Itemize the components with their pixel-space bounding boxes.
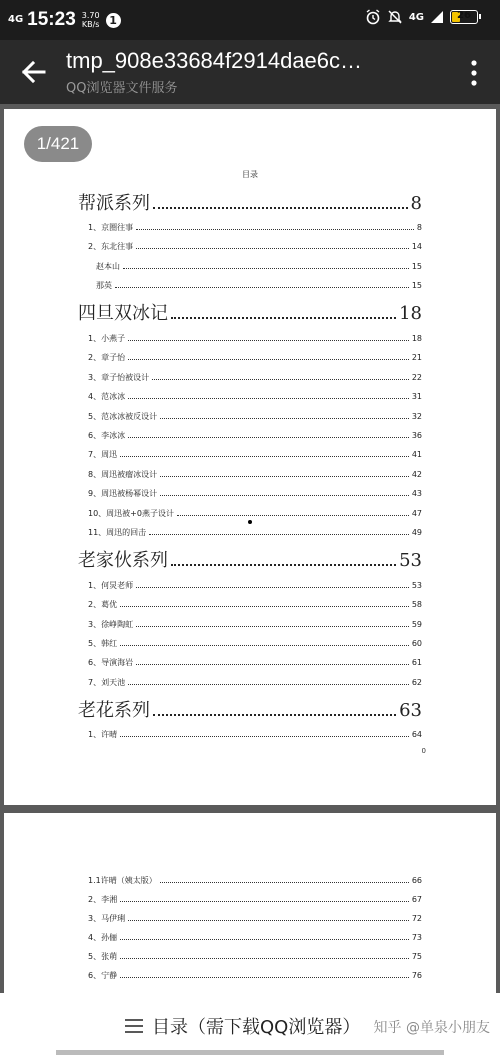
toc-leader-dots (177, 515, 409, 516)
toc-leader-dots (171, 564, 396, 566)
toc-section-entry[interactable] (78, 696, 422, 722)
toc-entry-label: 2、章子怡 (88, 353, 126, 362)
toc-entry[interactable] (88, 619, 422, 630)
toc-entry-label: 那英 (96, 281, 112, 290)
toc-leader-dots (136, 248, 409, 249)
toc-leader-dots (120, 736, 409, 737)
toc-entry[interactable] (88, 488, 422, 499)
toc-leader-dots (160, 495, 409, 496)
toc-entry-label: 7、周迅 (88, 450, 118, 459)
toc-button-label: 目录（需下载QQ浏览器） (152, 1017, 361, 1038)
back-arrow-icon[interactable] (16, 54, 52, 90)
toc-leader-dots (120, 939, 409, 940)
toc-entry-label: 赵本山 (96, 262, 120, 271)
toc-entry-label: 1、许晴 (88, 730, 118, 739)
toc-entry-label: 1、京圈往事 (88, 223, 134, 232)
toc-entry-label: 11、周迅的回击 (88, 528, 147, 537)
toc-entry[interactable] (88, 241, 422, 252)
toc-entry-label: 4、范冰冰 (88, 392, 126, 401)
toc-entry[interactable] (88, 372, 422, 383)
mute-icon (387, 9, 403, 25)
toc-entry-page: 53 (411, 581, 422, 590)
toc-entry-label: 5、张萌 (88, 952, 118, 961)
toc-entry-label: 老花系列 (78, 700, 150, 721)
file-title: tmp_908e33684f2914dae6c… (66, 48, 363, 73)
app-bar (0, 40, 500, 104)
toc-entry-label: 2、李湘 (88, 895, 118, 904)
toc-heading: 目录 (242, 170, 258, 179)
toc-leader-dots (153, 714, 396, 716)
toc-entry-page: 18 (411, 334, 422, 343)
toc-entry[interactable] (88, 527, 422, 538)
toc-entry-page: 64 (411, 730, 422, 739)
toc-entry-label: 2、东北往事 (88, 242, 134, 251)
toc-entry-label: 6、导演海岩 (88, 658, 134, 667)
toc-leader-dots (149, 534, 409, 535)
toc-leader-dots (120, 958, 409, 959)
toc-entry[interactable] (96, 280, 422, 291)
toc-entry-label: 四旦双冰记 (78, 303, 168, 324)
toc-entry-page: 75 (411, 952, 422, 961)
network-speed-value: 3.70 (81, 11, 100, 20)
toc-leader-dots (160, 476, 409, 477)
toc-entry-label: 帮派系列 (78, 193, 150, 214)
toc-entry[interactable] (88, 333, 422, 344)
battery-level: 26 (457, 10, 471, 21)
toc-entry-page: 66 (411, 876, 422, 885)
toc-leader-dots (120, 645, 409, 646)
toc-entry-page: 67 (411, 895, 422, 904)
toc-leader-dots (115, 287, 409, 288)
toc-entry[interactable] (96, 261, 422, 272)
toc-entry-page: 49 (411, 528, 422, 537)
alarm-icon (365, 9, 381, 25)
toc-leader-dots (136, 229, 414, 230)
toc-entry[interactable] (88, 729, 422, 740)
bottom-scroll-strip (56, 1050, 444, 1055)
toc-entry[interactable] (88, 430, 422, 441)
toc-entry-label: 老家伙系列 (78, 550, 168, 571)
toc-entry-page: 76 (411, 971, 422, 980)
toc-entry-page: 61 (411, 658, 422, 667)
status-bar (0, 0, 500, 40)
toc-leader-dots (120, 977, 409, 978)
toc-entry[interactable] (88, 449, 422, 460)
toc-leader-dots (128, 437, 409, 438)
toc-leader-dots (136, 626, 409, 627)
page-indicator: 1/421 (24, 126, 92, 162)
toc-entry[interactable] (88, 222, 422, 233)
toc-entry-page: 31 (411, 392, 422, 401)
toc-leader-dots (128, 340, 409, 341)
toc-entry-page: 60 (411, 639, 422, 648)
watermark: 知乎 @单泉小朋友 (373, 1020, 490, 1036)
toc-entry-label: 1.1许晴（姨太版） (88, 876, 157, 885)
toc-entry-page: 63 (399, 700, 422, 721)
toc-entry-page: 32 (411, 412, 422, 421)
toc-leader-dots (128, 684, 409, 685)
toc-leader-dots (120, 901, 409, 902)
toc-entry-page: 18 (399, 303, 422, 324)
toc-entry[interactable] (88, 932, 422, 943)
toc-entry-page: 47 (411, 509, 422, 518)
toc-entry-page: 8 (416, 223, 422, 232)
notification-badge: 1 (106, 13, 121, 28)
toc-entry-page: 8 (410, 193, 422, 214)
toc-leader-dots (123, 268, 409, 269)
toc-leader-dots (120, 606, 409, 607)
toc-leader-dots (136, 664, 409, 665)
toc-entry-label: 7、刘天池 (88, 678, 126, 687)
toc-entry-label: 5、韩红 (88, 639, 118, 648)
toc-entry[interactable] (88, 677, 422, 688)
toc-entry-page: 15 (411, 262, 422, 271)
toc-section-entry[interactable] (78, 299, 422, 325)
toc-section-entry[interactable] (78, 546, 422, 572)
toc-section-entry[interactable] (78, 189, 422, 215)
network-speed (82, 11, 100, 29)
toc-entry[interactable] (88, 508, 422, 519)
toc-entry-page: 36 (411, 431, 422, 440)
toc-entry[interactable] (88, 469, 422, 480)
toc-entry-label: 10、周迅被+0燕子设计 (88, 509, 174, 518)
toc-leader-dots (128, 398, 409, 399)
toc-entry-page: 43 (411, 489, 422, 498)
toc-entry[interactable] (88, 391, 422, 402)
toc-entry-label: 5、范冰冰被反设计 (88, 412, 158, 421)
toc-entry-page: 53 (399, 550, 422, 571)
toc-leader-dots (160, 882, 409, 883)
toc-entry[interactable] (88, 411, 422, 422)
page-footer-number: 0 (421, 747, 426, 755)
toc-entry-label: 3、马伊琍 (88, 914, 126, 923)
toc-leader-dots (171, 317, 396, 319)
center-marker (248, 520, 252, 524)
toc-entry[interactable] (88, 970, 422, 981)
toc-leader-dots (153, 207, 408, 209)
toc-entry-page: 62 (411, 678, 422, 687)
toc-entry-page: 59 (411, 620, 422, 629)
toc-leader-dots (120, 456, 409, 457)
network-type-right: 4G (408, 11, 424, 23)
more-options-icon[interactable] (468, 58, 480, 88)
list-icon (124, 1018, 144, 1034)
toc-entry-label: 8、周迅被瘤冰设计 (88, 470, 158, 479)
file-subtitle: QQ浏览器文件服务 (66, 81, 178, 96)
toc-leader-dots (152, 379, 409, 380)
toc-entry-page: 58 (411, 600, 422, 609)
toc-entry-page: 21 (411, 353, 422, 362)
toc-entry-page: 42 (411, 470, 422, 479)
toc-entry[interactable] (88, 599, 422, 610)
bottom-bar (0, 993, 500, 1055)
toc-entry-page: 72 (411, 914, 422, 923)
toc-entry[interactable] (88, 352, 422, 363)
toc-leader-dots (136, 587, 409, 588)
toc-entry-label: 4、孙俪 (88, 933, 118, 942)
toc-entry-label: 3、徐峥陶虹 (88, 620, 134, 629)
toc-entry-label: 9、周迅被杨幂设计 (88, 489, 158, 498)
toc-entry-page: 22 (411, 373, 422, 382)
network-type: 4G (8, 14, 24, 25)
toc-entry-label: 3、章子怡被设计 (88, 373, 150, 382)
toc-entry-label: 6、李冰冰 (88, 431, 126, 440)
toc-entry[interactable] (88, 657, 422, 668)
toc-button[interactable] (124, 1013, 360, 1039)
toc-entry-label: 1、何炅老师 (88, 581, 134, 590)
toc-entry-label: 6、宁静 (88, 971, 118, 980)
toc-leader-dots (128, 359, 409, 360)
toc-entry-label: 1、小燕子 (88, 334, 126, 343)
status-time: 15:23 (27, 9, 76, 30)
toc-entry-page: 15 (411, 281, 422, 290)
signal-icon (430, 10, 444, 24)
toc-entry[interactable] (88, 951, 422, 962)
toc-entry-page: 73 (411, 933, 422, 942)
toc-leader-dots (128, 920, 409, 921)
toc-entry-label: 2、葛优 (88, 600, 118, 609)
network-speed-unit: KB/s (81, 20, 100, 29)
toc-entry[interactable] (88, 913, 422, 924)
toc-leader-dots (160, 418, 409, 419)
toc-entry-page: 14 (411, 242, 422, 251)
toc-entry[interactable] (88, 638, 422, 649)
toc-entry[interactable] (88, 894, 422, 905)
toc-entry-page: 41 (411, 450, 422, 459)
toc-entry[interactable] (88, 875, 422, 886)
battery-icon (450, 10, 478, 24)
toc-entry[interactable] (88, 580, 422, 591)
